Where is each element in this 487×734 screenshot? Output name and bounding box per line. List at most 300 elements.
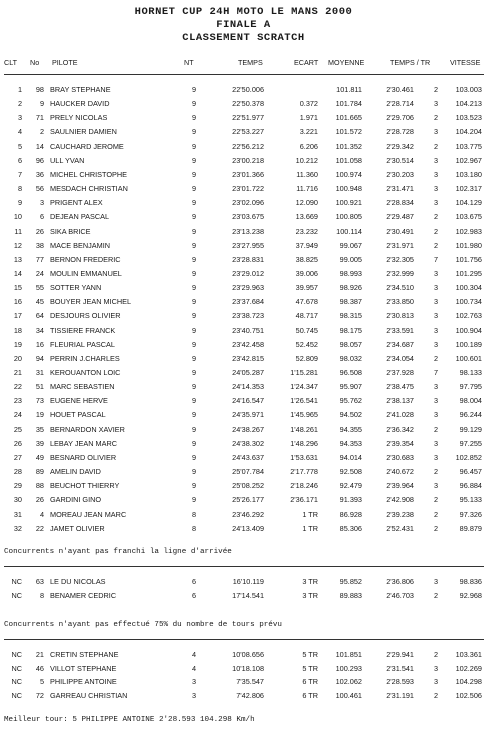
bib-number: 36 (35, 169, 44, 179)
best-lap-time: 2'42.908 (386, 495, 414, 505)
bib-number: 55 (35, 283, 44, 293)
top-speed: 95.133 (459, 495, 482, 505)
best-lap-time: 2'36.342 (386, 424, 414, 434)
table-row (0, 311, 487, 322)
average-speed: 101.665 (335, 113, 362, 123)
laps: 9 (191, 283, 196, 293)
gap: 6.206 (299, 141, 318, 151)
table-row (0, 269, 487, 280)
average-speed: 98.057 (339, 339, 362, 349)
average-speed: 100.974 (335, 169, 362, 179)
bib-number: 72 (35, 690, 44, 700)
gap: 38.825 (295, 254, 318, 264)
laps: 9 (191, 113, 196, 123)
laps: 8 (191, 523, 196, 533)
laps: 9 (191, 495, 196, 505)
position: 21 (13, 368, 22, 377)
best-lap-time: 2'29.941 (386, 650, 414, 659)
position: 2 (17, 99, 22, 109)
gap: 2'36.171 (290, 495, 318, 505)
best-lap-time: 2'38.475 (386, 382, 414, 392)
gap: 48.717 (295, 311, 318, 321)
bib-number: 26 (35, 495, 44, 505)
total-time: 23'29.012 (232, 268, 264, 278)
average-speed: 101.784 (335, 99, 362, 109)
rider-name: FLEURIAL PASCAL (50, 339, 115, 349)
position: 26 (13, 438, 22, 448)
best-lap-time: 2'30.683 (386, 452, 414, 462)
best-lap-number: 3 (433, 452, 438, 462)
best-lap-number: 2 (433, 495, 438, 505)
average-speed: 95.907 (339, 382, 362, 392)
top-speed: 97.255 (459, 438, 482, 448)
col-temps-tr: TEMPS / TR (390, 58, 431, 67)
col-ecart: ECART (294, 58, 319, 67)
gap: 3.221 (299, 127, 318, 137)
bib-number: 98 (35, 85, 44, 94)
col-vitesse: VITESSE (450, 58, 481, 67)
bib-number: 24 (35, 268, 44, 278)
laps: 9 (191, 438, 196, 448)
gap: 1'48.261 (290, 424, 318, 434)
position: 25 (13, 424, 22, 434)
position: 9 (17, 198, 22, 208)
gap: 50.745 (295, 325, 318, 335)
average-speed: 86.928 (339, 509, 362, 519)
total-time: 22'53.227 (232, 127, 264, 137)
laps: 9 (191, 254, 196, 264)
best-lap-time: 2'28.714 (386, 99, 414, 109)
position: NC (11, 577, 22, 586)
bib-number: 49 (35, 452, 44, 462)
best-lap-time: 2'33.591 (386, 325, 414, 335)
total-time: 25'07.784 (232, 467, 264, 477)
total-time: 16'10.119 (232, 577, 264, 586)
laps: 3 (191, 677, 196, 686)
position: NC (11, 650, 22, 659)
rider-name: PRIGENT ALEX (50, 198, 103, 208)
best-lap-number: 2 (433, 690, 438, 700)
table-row (0, 184, 487, 195)
position: 23 (13, 396, 22, 406)
position: 5 (17, 141, 22, 151)
top-speed: 103.361 (455, 650, 482, 659)
top-speed: 96.457 (459, 467, 482, 477)
gap: 13.669 (295, 212, 318, 222)
rider-name: MOREAU JEAN MARC (50, 509, 127, 519)
table-row (0, 85, 487, 96)
best-lap-number: 2 (433, 424, 438, 434)
top-speed: 102.317 (455, 184, 482, 194)
col-moyenne: MOYENNE (328, 58, 365, 67)
laps: 9 (191, 85, 196, 94)
bib-number: 14 (35, 141, 44, 151)
laps: 9 (191, 424, 196, 434)
table-row (0, 99, 487, 110)
best-lap-number: 3 (433, 382, 438, 392)
total-time: 23'46.292 (232, 509, 264, 519)
average-speed: 101.811 (336, 85, 362, 94)
position: 30 (13, 495, 22, 505)
average-speed: 89.883 (339, 591, 362, 600)
position: 16 (13, 297, 22, 307)
table-row (0, 664, 487, 675)
best-lap-number: 3 (433, 184, 438, 194)
average-speed: 101.572 (335, 127, 362, 137)
best-lap-time: 2'39.238 (386, 509, 414, 519)
best-lap-time: 2'28.834 (386, 198, 414, 208)
laps: 6 (191, 577, 196, 586)
table-row (0, 255, 487, 266)
table-row (0, 495, 487, 506)
table-row (0, 425, 487, 436)
best-lap-time: 2'52.431 (386, 523, 414, 533)
rider-name: PRELY NICOLAS (50, 113, 108, 123)
gap: 1.971 (299, 113, 318, 123)
gap: 6 TR (302, 677, 318, 686)
top-speed: 100.734 (455, 297, 482, 307)
position: NC (11, 677, 22, 686)
top-speed: 101.295 (455, 268, 482, 278)
bib-number: 71 (35, 113, 44, 123)
best-lap-time: 2'30.203 (386, 169, 414, 179)
gap: 0.372 (299, 99, 318, 109)
position: 12 (13, 240, 22, 250)
top-speed: 104.204 (455, 127, 482, 137)
position: 22 (13, 382, 22, 392)
total-time: 25'26.177 (232, 495, 264, 505)
table-row (0, 410, 487, 421)
average-speed: 94.014 (339, 452, 362, 462)
top-speed: 92.968 (459, 591, 482, 600)
total-time: 23'42.815 (232, 353, 264, 363)
laps: 3 (191, 690, 196, 700)
average-speed: 100.805 (335, 212, 362, 222)
total-time: 23'38.723 (232, 311, 264, 321)
table-row (0, 510, 487, 521)
top-speed: 102.852 (455, 452, 482, 462)
top-speed: 102.763 (455, 311, 482, 321)
rider-name: BERNON FREDERIC (50, 254, 121, 264)
rider-name: GARREAU CHRISTIAN (50, 690, 128, 700)
bib-number: 2 (39, 127, 44, 137)
rider-name: HAUCKER DAVID (50, 99, 110, 109)
laps: 8 (191, 509, 196, 519)
rider-name: SIKA BRICE (50, 226, 91, 236)
table-row (0, 156, 487, 167)
best-lap-number: 3 (433, 99, 438, 109)
bib-number: 38 (35, 240, 44, 250)
best-lap-number: 7 (433, 254, 438, 264)
rider-name: CAUCHARD JEROME (50, 141, 124, 151)
top-speed: 103.523 (455, 113, 482, 123)
position: 6 (17, 155, 22, 165)
average-speed: 101.058 (335, 155, 362, 165)
average-speed: 100.461 (335, 690, 362, 700)
top-speed: 100.601 (455, 353, 482, 363)
best-lap-time: 2'39.354 (386, 438, 414, 448)
gap: 11.360 (296, 169, 318, 179)
gap: 1'26.541 (290, 396, 318, 406)
table-row (0, 691, 487, 702)
position: NC (11, 591, 22, 600)
bib-number: 56 (35, 184, 44, 194)
best-lap-time: 2'34.054 (386, 353, 414, 363)
best-lap-time: 2'31.471 (386, 184, 414, 194)
gap: 12.090 (295, 198, 318, 208)
average-speed: 95.762 (339, 396, 362, 406)
top-speed: 98.836 (459, 577, 482, 586)
total-time: 23'03.675 (232, 212, 264, 222)
total-time: 24'38.302 (232, 438, 264, 448)
gap: 39.957 (295, 283, 318, 293)
best-lap-number: 2 (433, 650, 438, 659)
top-speed: 98.133 (459, 368, 482, 377)
total-time: 22'51.977 (232, 113, 264, 123)
best-lap-time: 2'30.491 (386, 226, 414, 236)
position: 13 (13, 254, 22, 264)
top-speed: 101.756 (455, 254, 482, 264)
best-lap-number: 3 (433, 198, 438, 208)
table-row (0, 170, 487, 181)
gap: 47.678 (295, 297, 318, 307)
position: 32 (13, 523, 22, 533)
bib-number: 64 (35, 311, 44, 321)
total-time: 23'37.684 (232, 297, 264, 307)
bib-number: 8 (39, 591, 44, 600)
top-speed: 96.884 (459, 481, 482, 491)
top-speed: 102.983 (455, 226, 482, 236)
gap: 5 TR (302, 663, 318, 673)
laps: 9 (191, 184, 196, 194)
position: 27 (13, 452, 22, 462)
rider-name: TISSIERE FRANCK (50, 325, 116, 335)
bib-number: 63 (35, 577, 44, 586)
position: 8 (17, 184, 22, 194)
bib-number: 16 (35, 339, 44, 349)
average-speed: 91.393 (339, 495, 362, 505)
rider-name: MICHEL CHRISTOPHE (50, 169, 128, 179)
best-lap-number: 3 (433, 396, 438, 406)
average-speed: 92.479 (339, 481, 362, 491)
top-speed: 104.129 (455, 198, 482, 208)
rider-name: BOUYER JEAN MICHEL (50, 297, 132, 307)
table-row (0, 577, 487, 588)
average-speed: 101.851 (335, 650, 362, 659)
bib-number: 94 (35, 353, 44, 363)
gap: 6 TR (302, 690, 318, 700)
rider-name: GARDINI GINO (50, 495, 102, 505)
gap: 3 TR (302, 591, 318, 600)
bib-number: 45 (35, 297, 44, 307)
total-time: 23'00.218 (232, 155, 264, 165)
total-time: 17'14.541 (232, 591, 264, 600)
total-time: 23'28.831 (232, 254, 264, 264)
rider-name: SOTTER YANN (50, 283, 102, 293)
top-speed: 102.967 (455, 155, 482, 165)
gap: 52.809 (295, 353, 318, 363)
laps: 9 (191, 127, 196, 137)
top-speed: 103.003 (455, 85, 482, 94)
position: 17 (13, 311, 22, 321)
gap: 3 TR (302, 577, 318, 586)
best-lap-time: 2'32.305 (386, 254, 414, 264)
average-speed: 100.921 (335, 198, 362, 208)
position: 19 (13, 339, 22, 349)
rider-name: PERRIN J.CHARLES (50, 353, 120, 363)
table-row (0, 241, 487, 252)
best-lap-number: 2 (433, 85, 438, 94)
best-lap-number: 3 (433, 283, 438, 293)
table-row (0, 467, 487, 478)
gap: 1'15.281 (290, 368, 318, 377)
average-speed: 95.852 (339, 577, 362, 586)
rider-name: JAMET OLIVIER (50, 523, 105, 533)
top-speed: 97.795 (459, 382, 482, 392)
best-lap-time: 2'34.687 (386, 339, 414, 349)
average-speed: 98.315 (339, 311, 362, 321)
total-time: 24'05.287 (232, 368, 264, 377)
best-lap-time: 2'33.850 (386, 297, 414, 307)
average-speed: 100.293 (335, 663, 362, 673)
rider-name: DESJOURS OLIVIER (50, 311, 121, 321)
best-lap-number: 3 (433, 481, 438, 491)
best-lap-time: 2'32.999 (386, 268, 414, 278)
section-divider-dnf (4, 566, 484, 567)
rider-name: EUGENE HERVE (50, 396, 108, 406)
rider-name: BEUCHOT THIERRY (50, 481, 120, 491)
laps: 9 (191, 353, 196, 363)
bib-number: 34 (35, 325, 44, 335)
gap: 2'18.246 (290, 481, 318, 491)
table-row (0, 439, 487, 450)
position: 11 (14, 226, 22, 236)
position: 14 (13, 268, 22, 278)
best-lap-number: 3 (433, 268, 438, 278)
laps: 9 (191, 240, 196, 250)
table-row (0, 212, 487, 223)
laps: 9 (191, 311, 196, 321)
gap: 5 TR (302, 650, 318, 659)
total-time: 24'14.353 (232, 382, 264, 392)
average-speed: 94.355 (339, 424, 362, 434)
rider-name: DEJEAN PASCAL (50, 212, 110, 222)
total-time: 24'43.637 (232, 452, 264, 462)
average-speed: 101.352 (335, 141, 362, 151)
col-no: No (30, 58, 40, 67)
bib-number: 46 (35, 663, 44, 673)
position: 20 (13, 353, 22, 363)
best-lap-number: 3 (433, 311, 438, 321)
rider-name: BERNARDON XAVIER (50, 424, 125, 434)
bib-number: 4 (39, 509, 44, 519)
total-time: 22'56.212 (232, 141, 264, 151)
best-lap-number: 3 (433, 577, 438, 586)
best-lap-time: 2'30.514 (386, 155, 414, 165)
best-lap-time: 2'31.541 (386, 663, 414, 673)
best-lap-time: 2'29.706 (386, 113, 414, 123)
laps: 9 (191, 382, 196, 392)
total-time: 23'29.963 (232, 283, 264, 293)
rider-name: VILLOT STEPHANE (50, 663, 117, 673)
bib-number: 39 (35, 438, 44, 448)
best-lap-number: 2 (433, 113, 438, 123)
top-speed: 104.298 (455, 677, 482, 686)
average-speed: 94.353 (339, 438, 362, 448)
rider-name: HOUET PASCAL (50, 410, 106, 420)
best-lap-time: 2'39.964 (386, 481, 414, 491)
best-lap-number: 2 (433, 467, 438, 477)
best-lap-time: 2'34.510 (386, 283, 414, 293)
best-lap-number: 3 (433, 127, 438, 137)
rider-name: MESDACH CHRISTIAN (50, 184, 128, 194)
laps: 9 (191, 212, 196, 222)
position: NC (11, 663, 22, 673)
best-lap-time: 2'29.487 (386, 212, 414, 222)
top-speed: 96.244 (459, 410, 482, 420)
best-lap-time: 2'28.728 (386, 127, 414, 137)
best-lap-number: 2 (433, 141, 438, 151)
table-row (0, 481, 487, 492)
bib-number: 21 (35, 650, 44, 659)
table-row (0, 453, 487, 464)
total-time: 10'18.108 (232, 663, 264, 673)
position: 4 (17, 127, 22, 137)
table-row (0, 382, 487, 393)
gap: 1 TR (302, 523, 318, 533)
laps: 9 (191, 268, 196, 278)
table-row (0, 368, 487, 379)
total-time: 22'50.378 (232, 99, 264, 109)
laps: 9 (191, 99, 196, 109)
rider-name: LEBAY JEAN MARC (50, 438, 118, 448)
table-row (0, 283, 487, 294)
best-lap: Meilleur tour: 5 PHILIPPE ANTOINE 2'28.593 104.298 Km/h (4, 716, 255, 724)
best-lap-number: 3 (433, 169, 438, 179)
bib-number: 31 (35, 368, 44, 377)
average-speed: 85.306 (339, 523, 362, 533)
best-lap-number: 3 (433, 677, 438, 686)
rider-name: SAULNIER DAMIEN (50, 127, 117, 137)
gap: 2'17.778 (290, 467, 318, 477)
bib-number: 73 (35, 396, 44, 406)
average-speed: 96.508 (339, 368, 362, 377)
gap: 52.452 (295, 339, 318, 349)
table-row (0, 524, 487, 535)
rider-name: MOULIN EMMANUEL (50, 268, 122, 278)
total-time: 7'42.806 (236, 690, 264, 700)
col-temps: TEMPS (238, 58, 263, 67)
col-nt: NT (184, 58, 194, 67)
table-row (0, 127, 487, 138)
position: 18 (13, 325, 22, 335)
table-row (0, 396, 487, 407)
best-lap-number: 3 (433, 663, 438, 673)
rider-name: BRAY STEPHANE (50, 85, 111, 94)
position: NC (11, 690, 22, 700)
gap: 23.232 (295, 226, 318, 236)
best-lap-number: 2 (433, 591, 438, 600)
table-row (0, 142, 487, 153)
bib-number: 77 (35, 254, 44, 264)
total-time: 23'02.096 (232, 198, 264, 208)
rider-name: AMELIN DAVID (50, 467, 101, 477)
total-time: 23'27.955 (232, 240, 264, 250)
gap: 39.006 (295, 268, 318, 278)
best-lap-time: 2'28.593 (386, 677, 414, 686)
top-speed: 100.189 (455, 339, 482, 349)
position: 7 (17, 169, 22, 179)
